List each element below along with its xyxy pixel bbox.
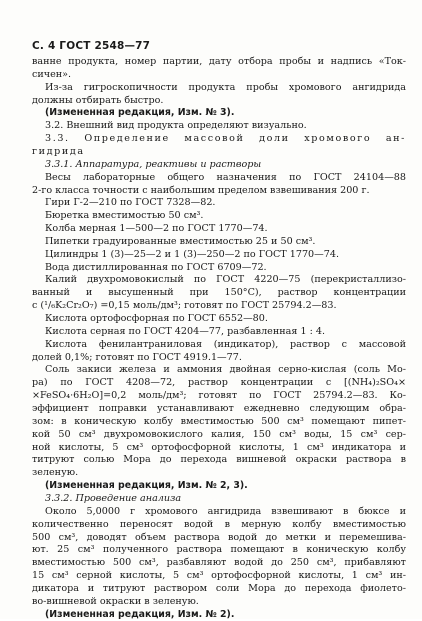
text-line: зеленую.	[32, 467, 79, 479]
amendment-note: (Измененная редакция, Изм. № 3).	[45, 107, 235, 119]
text-line: во-вишневой окраски в зеленую.	[32, 595, 199, 607]
text-line: Весы лабораторные общего назначения по ГОСТ 24104—88	[45, 171, 406, 183]
text-line: сичен».	[32, 68, 72, 80]
subsection-heading: 3.3.2. Проведение анализа	[45, 492, 182, 504]
subsection-heading: 3.3.1. Аппаратура, реактивы и растворы	[45, 158, 262, 170]
section-heading: 3.2. Внешний вид продукта определяют визуально.	[45, 120, 307, 132]
text-line: Бюретка вместимостью 50 см³.	[45, 210, 204, 222]
text-line: Кислота ортофосфорная по ГОСТ 6552—80.	[45, 313, 268, 324]
text-line: зом: в коническую колбу вместимостью 500 см³ помещают пипет-	[32, 415, 406, 427]
text-line: Вода дистиллированная по ГОСТ 6709—72.	[45, 261, 267, 273]
text-line: Пипетки градуированные вместимостью 25 и 50 см³.	[45, 235, 316, 247]
text-line: кой 50 см³ двухромовокислого калия, 150 см³ воды, 15 см³ сер-	[32, 428, 406, 440]
text-line: 15 см³ серной кислоты, 5 см³ ортофосфорной кислоты, 1 см³ ин-	[32, 570, 406, 581]
page-header: С. 4 ГОСТ 2548—77	[32, 40, 151, 52]
text-line: ванне продукта, номер партии, дату отбора пробы и надпись «Ток-	[32, 56, 406, 67]
text-line: ют. 25 см³ полученного раствора помещают в коническую колбу	[32, 544, 406, 556]
text-line: Из-за гигроскопичности продукта пробы хромового ангидрида	[45, 81, 406, 93]
text-line: ной кислоты, 5 см³ ортофосфорной кислоты, 1 см³ индикатора и	[32, 441, 406, 453]
text-line: ра) по ГОСТ 4208—72, раствор концентрации с [(NH₄)₂SO₄×	[32, 377, 406, 389]
text-line: долей 0,1%; готовят по ГОСТ 4919.1—77.	[32, 351, 242, 363]
amendment-note: (Измененная редакция, Изм. № 2, 3).	[45, 480, 248, 492]
section-heading: 3.3. Определение массовой доли хромового ан-	[45, 133, 406, 145]
text-line: ванный и высушенный при 150°С), раствор концентрации	[32, 287, 406, 299]
text-line: должны отбирать быстро.	[32, 94, 164, 106]
text-line: Колба мерная 1—500—2 по ГОСТ 1770—74.	[45, 223, 268, 234]
text-line: с (¹/₆K₂Cr₂O₇) =0,15 моль/дм³; готовят по ГОСТ 25794.2—83.	[32, 300, 337, 312]
amendment-note: (Измененная редакция, Изм. № 2).	[45, 608, 235, 620]
text-line: Цилиндры 1 (3)—25—2 и 1 (3)—250—2 по ГОСТ 1770—74.	[45, 248, 340, 260]
text-line: 2-го класса точности с наибольшим пределом взвешивания 200 г.	[32, 184, 370, 196]
text-line: эффициент поправки устанавливают ежедневно следующим обра-	[32, 402, 406, 414]
text-line: Калий двухромовокислый по ГОСТ 4220—75 (перекристаллизо-	[45, 274, 406, 286]
text-line: Кислота фенилантраниловая (индикатор), раствор с массовой	[45, 338, 406, 350]
text-line: ×FeSO₄·6H₂O]=0,2 моль/дм³; готовят по ГОСТ 25794.2—83. Ко-	[32, 390, 406, 402]
text-line: Кислота серная по ГОСТ 4204—77, разбавленная 1 : 4.	[45, 325, 326, 337]
text-line: Соль закиси железа и аммония двойная серно-кислая (соль Мо-	[45, 364, 406, 376]
section-heading: гидрида	[32, 145, 85, 157]
text-line: титруют солью Мора до перехода вишневой окраски раствора в	[32, 454, 406, 466]
text-line: вместимостью 500 см³, разбавляют водой до 250 см³, прибавляют	[32, 557, 406, 569]
text-line: количественно переносят водой в мерную колбу вместимостью	[32, 518, 406, 530]
text-line: Гири Г-2—210 по ГОСТ 7328—82.	[45, 197, 216, 209]
text-line: 500 см³, доводят объем раствора водой до метки и перемешива-	[32, 531, 406, 543]
text-line: Около 5,0000 г хромового ангидрида взвешивают в бюксе и	[45, 505, 406, 517]
text-line: дикатора и титруют раствором соли Мора до перехода фиолето-	[32, 582, 406, 594]
